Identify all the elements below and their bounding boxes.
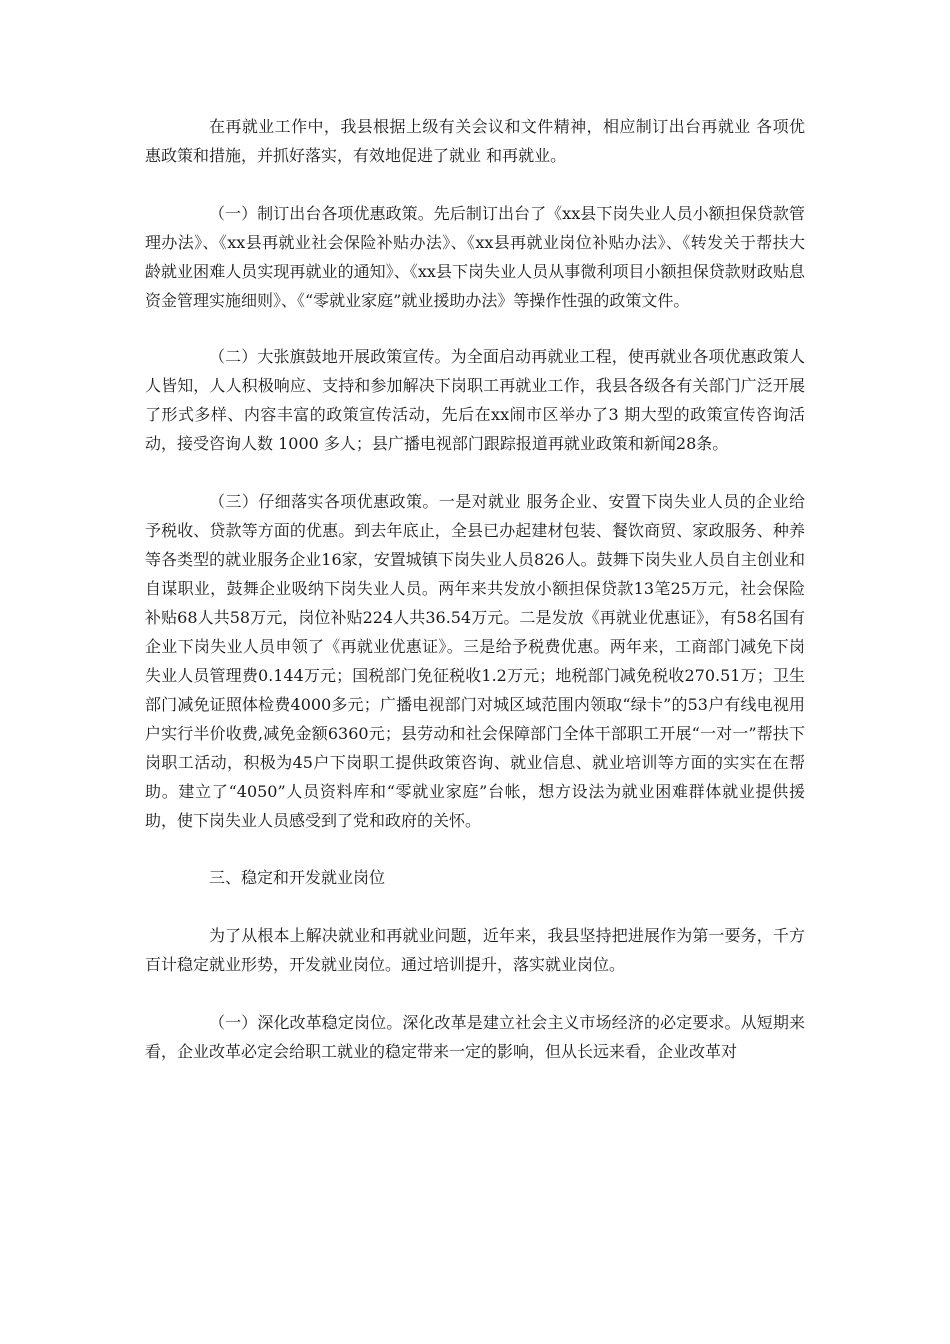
paragraph-deepen-reform: （一）深化改革稳定岗位。深化改革是建立社会主义市场经济的必定要求。从短期来看，企业改革必定会给职工就业的稳定带来一定的影响，但从长远来看，企业改革对 — [145, 1013, 805, 1061]
paragraph-policy-formulation: （一）制订出台各项优惠政策。先后制订出台了《xx县下岗失业人员小额担保贷款管理办法》、《xx县再就业社会保险补贴办法》、《xx县再就业岗位补贴办法》、《转发关于帮扶大龄就业困难人员实现再就业的通知》、《xx县下岗失业人员从事微利项目小额担保贷款财政贴息资金管理实施细则》、《“零就业家庭”就业援助办法》等操作性强的政策文件。 — [145, 204, 805, 310]
paragraph-policy-publicity: （二）大张旗鼓地开展政策宣传。为全面启动再就业工程，使再就业各项优惠政策人人皆知，人人积极响应、支持和参加解决下岗职工再就业工作，我县各级各有关部门广泛开展了形式多样、内容丰富的政策宣传活动，先后在xx闹市区举办了3 期大型的政策宣传咨询活动，接受咨询人数 1000 多人；县广播电视部门跟踪报道再就业政策和新闻28条。 — [145, 347, 805, 453]
document-page — [145, 112, 805, 1066]
paragraph-policy-implementation: （三）仔细落实各项优惠政策。一是对就业 服务企业、安置下岗失业人员的企业给予税收、贷款等方面的优惠。到去年底止，全县已办起建材包装、餐饮商贸、家政服务、种养等各类型的就业服务企业16家，安置城镇下岗失业人员826人。鼓舞下岗失业人员自主创业和自谋职业，鼓舞企业吸纳下岗失业人员。两年来共发放小额担保贷款13笔25万元，社会保险补贴68人共58万元，岗位补贴224人共36.54万元。二是发放《再就业优惠证》，有58名国有企业下岗失业人员申领了《再就业优惠证》。三是给予税费优惠。两年来，工商部门减免下岗失业人员管理费0.144万元；国税部门免征税收1.2万元；地税部门减免税收270.51万；卫生部门减免证照体检费4000多元；广播电视部门对城区域范围内领取“绿卡”的53户有线电视用户实行半价收费,减免金额6360元；县劳动和社会保障部门全体干部职工开展“一对一”帮扶下岗职工活动，积极为45户下岗职工提供政策咨询、就业信息、就业培训等方面的实实在在帮助。建立了“4050”人员资料库和“零就业家庭”台帐，想方设法为就业困难群体就业提供援助，使下岗失业人员感受到了党和政府的关怀。 — [145, 492, 805, 830]
paragraph-reemployment-intro: 在再就业工作中，我县根据上级有关会议和文件精神，相应制订出台再就业 各项优惠政策和措施，并抓好落实，有效地促进了就业 和再就业。 — [145, 117, 805, 165]
section-heading: 三、稳定和开发就业岗位 — [209, 868, 386, 887]
paragraph-stabilize-jobs-intro: 为了从根本上解决就业和再就业问题，近年来，我县坚持把进展作为第一要务，千方百计稳定就业形势，开发就业岗位。通过培训提升，落实就业岗位。 — [145, 926, 805, 974]
